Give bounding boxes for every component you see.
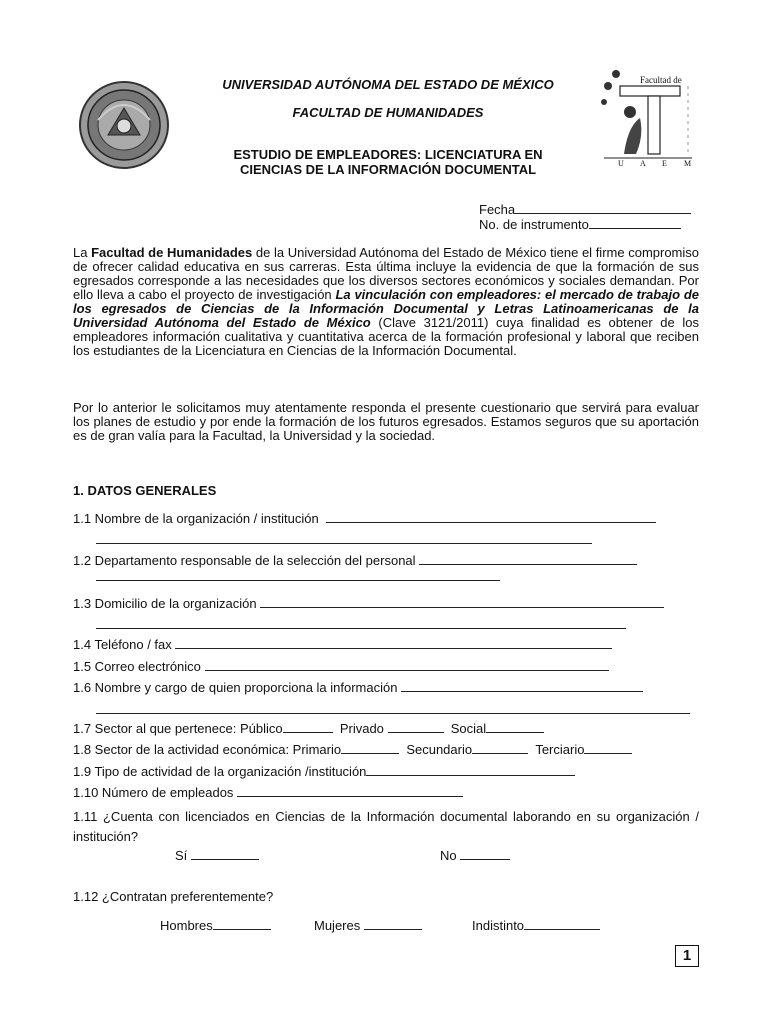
q1-8-field[interactable] <box>73 742 632 757</box>
q1-6-label: 1.6 Nombre y cargo de quien proporciona la información <box>73 680 398 695</box>
q1-11-si-label: Sí <box>175 848 188 863</box>
section-title: 1. DATOS GENERALES <box>73 483 217 498</box>
q1-5-label: 1.5 Correo electrónico <box>73 659 201 674</box>
q1-11-label: 1.11 ¿Cuenta con licenciados en Ciencias de la Información documental laborando en su organización / institución? <box>73 809 699 844</box>
q1-2-field[interactable] <box>73 553 637 568</box>
faculty-logo-letter: E <box>662 159 667 168</box>
q1-1-field[interactable] <box>73 511 656 526</box>
faculty-logo-letter: M <box>684 159 692 168</box>
q1-11-no-field[interactable] <box>440 848 510 863</box>
instrumento-label: No. de instrumento <box>479 217 589 232</box>
q1-5-field[interactable] <box>73 659 609 674</box>
fecha-label: Fecha <box>479 202 516 217</box>
q1-3-label: 1.3 Domicilio de la organización <box>73 596 257 611</box>
q1-1-label: 1.1 Nombre de la organización / institución <box>73 511 319 526</box>
q1-10-label: 1.10 Número de empleados <box>73 785 234 800</box>
q1-6-field[interactable] <box>73 680 643 695</box>
q1-11-no-label: No <box>440 848 457 863</box>
study-title-line2: CIENCIAS DE LA INFORMACIÓN DOCUMENTAL <box>239 162 537 177</box>
faculty-title: FACULTAD DE HUMANIDADES <box>292 105 484 120</box>
q1-3-field[interactable] <box>73 596 664 611</box>
intro-faculty-name: Facultad de Humanidades <box>91 245 253 260</box>
q1-7-label: 1.7 Sector al que pertenece: Público <box>73 721 283 736</box>
q1-12-hombres-label: Hombres <box>160 918 213 933</box>
q1-7-field[interactable] <box>73 721 544 736</box>
q1-12-mujeres-label: Mujeres <box>314 918 361 933</box>
q1-12-indistinto-field[interactable] <box>472 918 600 933</box>
q1-6-line2[interactable] <box>96 703 690 714</box>
study-title-line1: ESTUDIO DE EMPLEADORES: LICENCIATURA EN <box>233 147 543 162</box>
intro-project-title: La vinculación con empleadores: el mercado de trabajo de los egresados de Ciencias de la Información Documental y Letras Latinoamericanas de la Universidad Autónoma del Estado de México <box>73 287 699 330</box>
q1-12-indistinto-label: Indistinto <box>472 918 525 933</box>
intro-paragraph-1 <box>73 246 699 358</box>
intro-paragraph-2: Por lo anterior le solicitamos muy atentamente responda el presente cuestionario que servirá para evaluar los planes de estudio y por ende la formación de los futuros egresados. Estamos seguros que su aportación es de gran valía para la Facultad, la Universidad y la sociedad. <box>73 400 699 443</box>
university-title: UNIVERSIDAD AUTÓNOMA DEL ESTADO DE MÉXICO <box>222 77 554 92</box>
q1-12-hombres-field[interactable] <box>160 918 271 933</box>
q1-12-label: 1.12 ¿Contratan preferentemente? <box>73 889 274 904</box>
page-number: 1 <box>675 945 699 967</box>
q1-8-label: 1.8 Sector de la actividad económica: Primario <box>73 742 342 757</box>
q1-8-ter-label: Terciario <box>535 742 585 757</box>
q1-11-si-field[interactable] <box>175 848 259 863</box>
q1-3-line2[interactable] <box>96 618 626 629</box>
q1-4-field[interactable] <box>73 637 612 652</box>
intro-p1-a: La <box>73 245 92 260</box>
q1-7-social-label: Social <box>450 721 487 736</box>
q1-1-line2[interactable] <box>96 533 592 544</box>
faculty-logo-letter: U <box>618 159 624 168</box>
q1-8-sec-label: Secundario <box>406 742 473 757</box>
q1-12-mujeres-field[interactable] <box>314 918 422 933</box>
faculty-logo-letter: A <box>640 159 646 168</box>
q1-2-label: 1.2 Departamento responsable de la selección del personal <box>73 553 416 568</box>
q1-2-line2[interactable] <box>96 570 500 581</box>
intro-p1-e: (Clave 3121/2011) cuya finalidad es obtener de los empleadores información cualitativa y cuantitativa acerca de la formación profesional y laboral que reciben los estudiantes de la Licenciatura en Ciencias de la Información Documental. <box>73 315 699 358</box>
q1-10-field[interactable] <box>73 785 463 800</box>
q1-9-label: 1.9 Tipo de actividad de la organización /institución <box>73 764 367 779</box>
q1-4-label: 1.4 Teléfono / fax <box>73 637 172 652</box>
faculty-logo-text: Facultad de <box>640 75 682 85</box>
q1-7-privado-label: Privado <box>339 721 384 736</box>
intro-p1-c: de la Universidad Autónoma del Estado de México tiene el firme compromiso de ofrecer calidad educativa en sus carreras. Esta última incluye la evidencia de que la formación de sus egresados corresponde a las necesidades que los diversos sectores económicos y sociales demandan. Por ello lleva a cabo el proyecto de investigación <box>73 245 700 302</box>
fecha-field[interactable] <box>479 202 691 217</box>
instrumento-field[interactable] <box>479 217 681 232</box>
q1-9-field[interactable] <box>73 764 575 779</box>
